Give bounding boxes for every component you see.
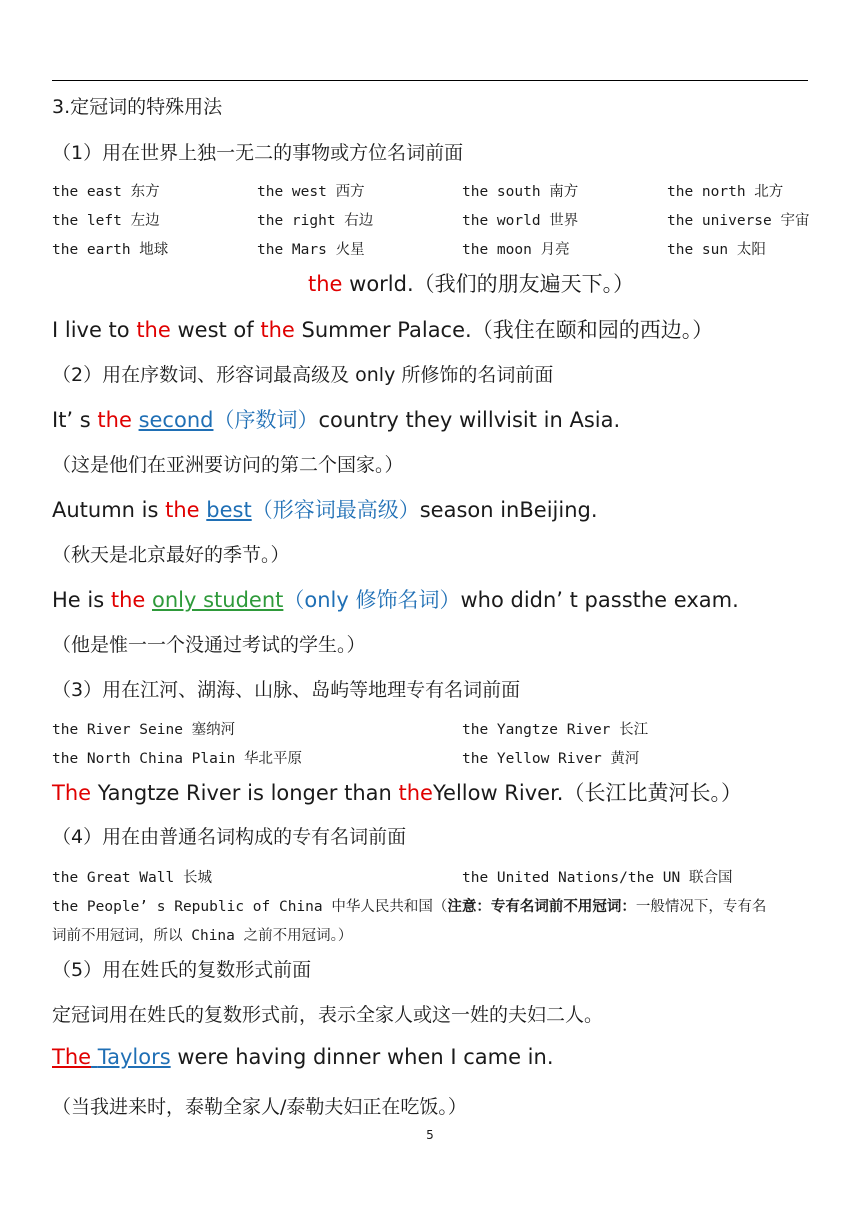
s5-example <box>52 1045 554 1069</box>
term: the Yangtze River 长江 <box>462 722 649 738</box>
term: the left 左边 <box>52 213 160 229</box>
highlight-word: only student <box>152 588 284 612</box>
s3-example <box>52 777 742 807</box>
term: the North China Plain 华北平原 <box>52 751 303 767</box>
example-text: He is <box>52 588 111 612</box>
s5-description: 定冠词用在姓氏的复数形式前，表示全家人或这一姓的夫妇二人。 <box>52 1004 604 1026</box>
translation: （秋天是北京最好的季节。） <box>52 544 290 566</box>
article-the: the <box>308 272 343 296</box>
s2-example-3 <box>52 584 739 614</box>
article-the: The <box>52 1045 92 1069</box>
term: the Mars 火星 <box>257 242 365 258</box>
space <box>145 588 152 612</box>
highlight-word: Taylors <box>97 1045 171 1069</box>
term: the Yellow River 黄河 <box>462 751 640 767</box>
translation: （他是惟一一个没通过考试的学生。） <box>52 634 366 656</box>
s1-example-2 <box>52 314 713 344</box>
term: the west 西方 <box>257 184 365 200</box>
s2-title: （2）用在序数词、形容词最高级及 only 所修饰的名词前面 <box>52 364 554 386</box>
grammar-note: （形容词最高级） <box>251 498 420 522</box>
article-the: the <box>398 781 433 805</box>
space <box>91 1045 98 1069</box>
highlight-word: best <box>206 498 252 522</box>
article-the: The <box>52 781 92 805</box>
term: the north 北方 <box>667 184 784 200</box>
s1-example-1 <box>308 268 634 298</box>
s4-title: （4）用在由普通名词构成的专有名词前面 <box>52 826 407 848</box>
grammar-note: （only 修饰名词） <box>283 588 461 612</box>
highlight-word: second <box>138 408 214 432</box>
s2-example-1 <box>52 404 620 434</box>
term: the moon 月亮 <box>462 242 570 258</box>
term: the United Nations/the UN 联合国 <box>462 870 733 886</box>
term: the sun 太阳 <box>667 242 766 258</box>
article-the: the <box>260 318 295 342</box>
article-the: the <box>97 408 132 432</box>
translation: （当我进来时，泰勒全家人/泰勒夫妇正在吃饭。） <box>52 1096 467 1118</box>
term: the south 南方 <box>462 184 579 200</box>
article-the: the <box>136 318 171 342</box>
term: the People’ s Republic of China 中华人民共和国（ <box>52 899 448 915</box>
note-text: 一般情况下，专有名 <box>635 899 767 915</box>
term: the world 世界 <box>462 213 579 229</box>
s4-note-continuation: 词前不用冠词，所以 China 之前不用冠词。） <box>52 928 353 944</box>
s1-title: （1）用在世界上独一无二的事物或方位名词前面 <box>52 142 464 164</box>
term: the right 右边 <box>257 213 374 229</box>
term: the universe 宇宙 <box>667 213 810 229</box>
article-the: the <box>110 588 146 612</box>
example-text: Yellow River.（长江比黄河长。） <box>432 781 742 805</box>
example-text: Summer Palace.（我住在颐和园的西边。） <box>294 318 714 342</box>
example-text: world.（我们的朋友遍天下。） <box>342 272 635 296</box>
example-text: season inBeijing. <box>419 498 598 522</box>
section-heading: 3.定冠词的特殊用法 <box>52 96 223 118</box>
example-text: I live to <box>52 318 137 342</box>
example-text: who didn’ t passthe exam. <box>460 588 739 612</box>
term: the Great Wall 长城 <box>52 870 212 886</box>
example-text: It’ s <box>52 408 98 432</box>
grammar-note: （序数词） <box>213 408 319 432</box>
s4-note-line <box>52 895 766 916</box>
term: the earth 地球 <box>52 242 169 258</box>
note-emphasis: 注意：专有名词前不用冠词： <box>447 899 636 915</box>
top-rule <box>52 80 808 81</box>
example-text: Yangtze River is longer than <box>91 781 399 805</box>
page-number: 5 <box>426 1128 434 1142</box>
term: the River Seine 塞纳河 <box>52 722 236 738</box>
example-text: were having dinner when I came in. <box>170 1045 554 1069</box>
translation: （这是他们在亚洲要访问的第二个国家。） <box>52 454 404 476</box>
article-the: the <box>165 498 200 522</box>
term: the east 东方 <box>52 184 160 200</box>
s2-example-2 <box>52 494 598 524</box>
example-text: Autumn is <box>52 498 166 522</box>
example-text: country they willvisit in Asia. <box>318 408 621 432</box>
space <box>132 408 139 432</box>
example-text: west of <box>170 318 261 342</box>
s3-title: （3）用在江河、湖海、山脉、岛屿等地理专有名词前面 <box>52 679 521 701</box>
s5-title: （5）用在姓氏的复数形式前面 <box>52 959 312 981</box>
